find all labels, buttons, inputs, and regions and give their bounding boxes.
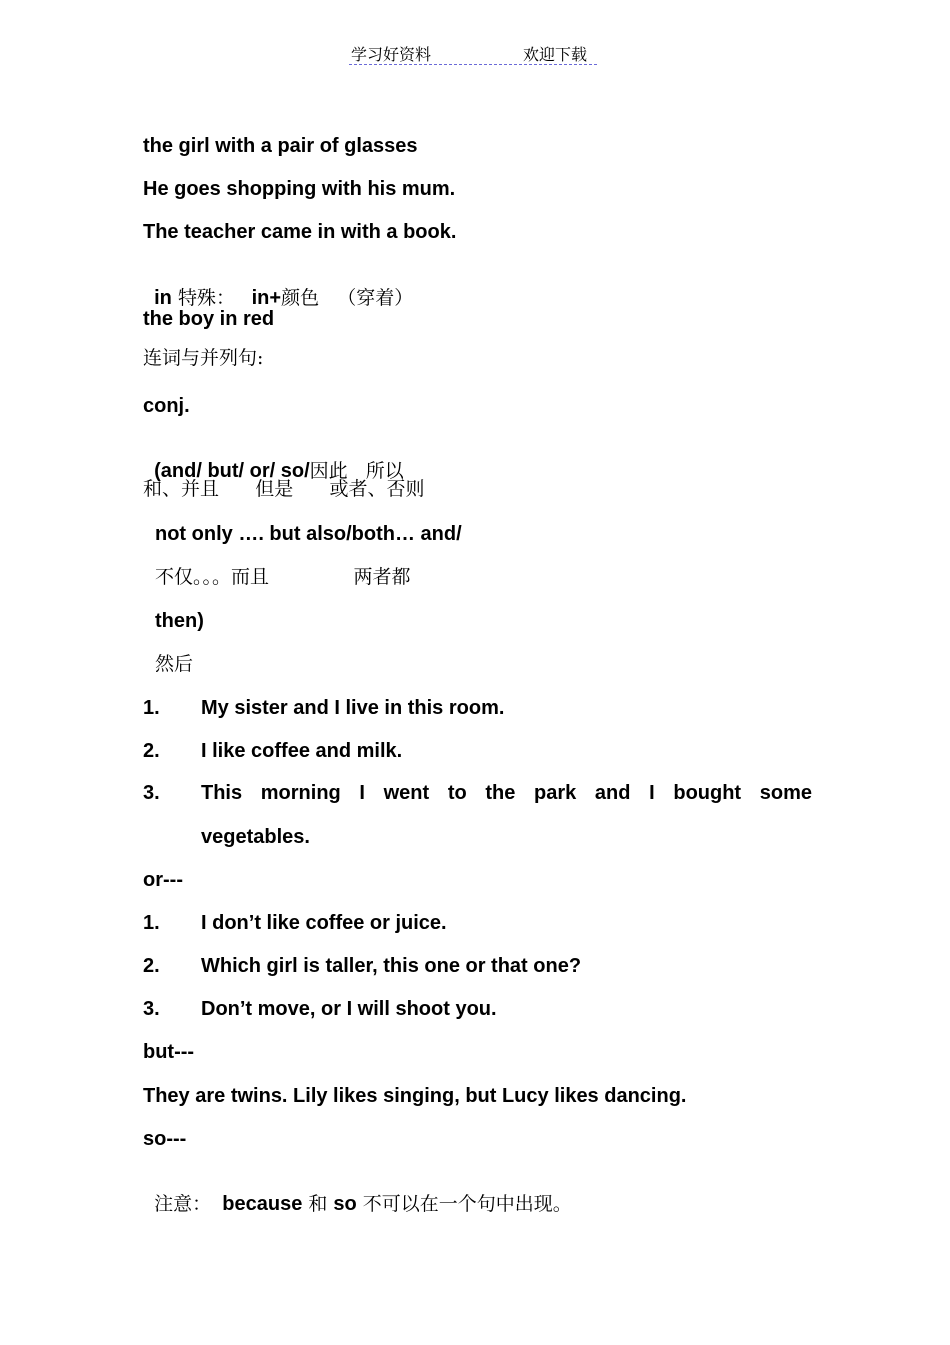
and-example-3: This morning I went to the park and I bought some (201, 782, 812, 804)
color-wearing: 颜色 （穿着） (281, 287, 414, 309)
example-with-book: The teacher came in with a book. (143, 221, 457, 243)
note-suffix: 不可以在一个句中出现。 (356, 1193, 572, 1215)
in-word: in (154, 287, 172, 309)
so-label: so--- (143, 1128, 187, 1150)
conj-label: conj. (143, 395, 190, 417)
or-example-2-number: 2. (143, 955, 160, 977)
and-example-2: I like coffee and milk. (201, 740, 403, 762)
and-example-3-number: 3. (143, 782, 160, 804)
example-with-mum: He goes shopping with his mum. (143, 178, 456, 200)
or-example-3: Don’t move, or I will shoot you. (201, 998, 497, 1020)
note-and: 和 (302, 1193, 334, 1215)
or-label: or--- (143, 869, 183, 891)
in-special-note (143, 262, 413, 310)
note-prefix: 注意： (154, 1193, 212, 1215)
conj-meanings: 和、并且 但是 或者、否则 (143, 478, 425, 500)
special-label: 特殊： (171, 287, 235, 309)
or-example-1-number: 1. (143, 912, 160, 934)
note-because: because (222, 1193, 303, 1215)
and-example-1: My sister and I live in this room. (201, 697, 505, 719)
conj-list (143, 435, 404, 483)
but-example: They are twins. Lily likes singing, but Lucy likes dancing. (143, 1085, 687, 1107)
header-right-text: 欢迎下载 (523, 45, 588, 64)
conj-then: then) (155, 610, 204, 632)
section-conjunctions-heading: 连词与并列句: (143, 347, 264, 369)
example-boy-in-red: the boy in red (143, 308, 275, 330)
note-so: so (333, 1193, 357, 1215)
but-label: but--- (143, 1041, 195, 1063)
and-example-3-continued: vegetables. (201, 826, 310, 848)
or-example-1: I don’t like coffee or juice. (201, 912, 447, 934)
conj-pairs-meaning: 不仅。。。而且 两者都 (155, 566, 411, 588)
conj-then-meaning: 然后 (155, 653, 194, 675)
or-example-2: Which girl is taller, this one or that one? (201, 955, 582, 977)
because-so-note (143, 1168, 572, 1216)
header-left-text: 学习好资料 (351, 45, 432, 64)
or-example-3-number: 3. (143, 998, 160, 1020)
conj-pairs: not only …. but also/both… and/ (155, 523, 462, 545)
in-plus: in+ (234, 287, 282, 309)
example-with-glasses: the girl with a pair of glasses (143, 135, 418, 157)
and-example-1-number: 1. (143, 697, 160, 719)
page-header (349, 40, 597, 65)
and-example-2-number: 2. (143, 740, 160, 762)
conj-so-meaning: 因此 所以 (309, 460, 404, 482)
conj-words: (and/ but/ or/ so/ (154, 460, 310, 482)
